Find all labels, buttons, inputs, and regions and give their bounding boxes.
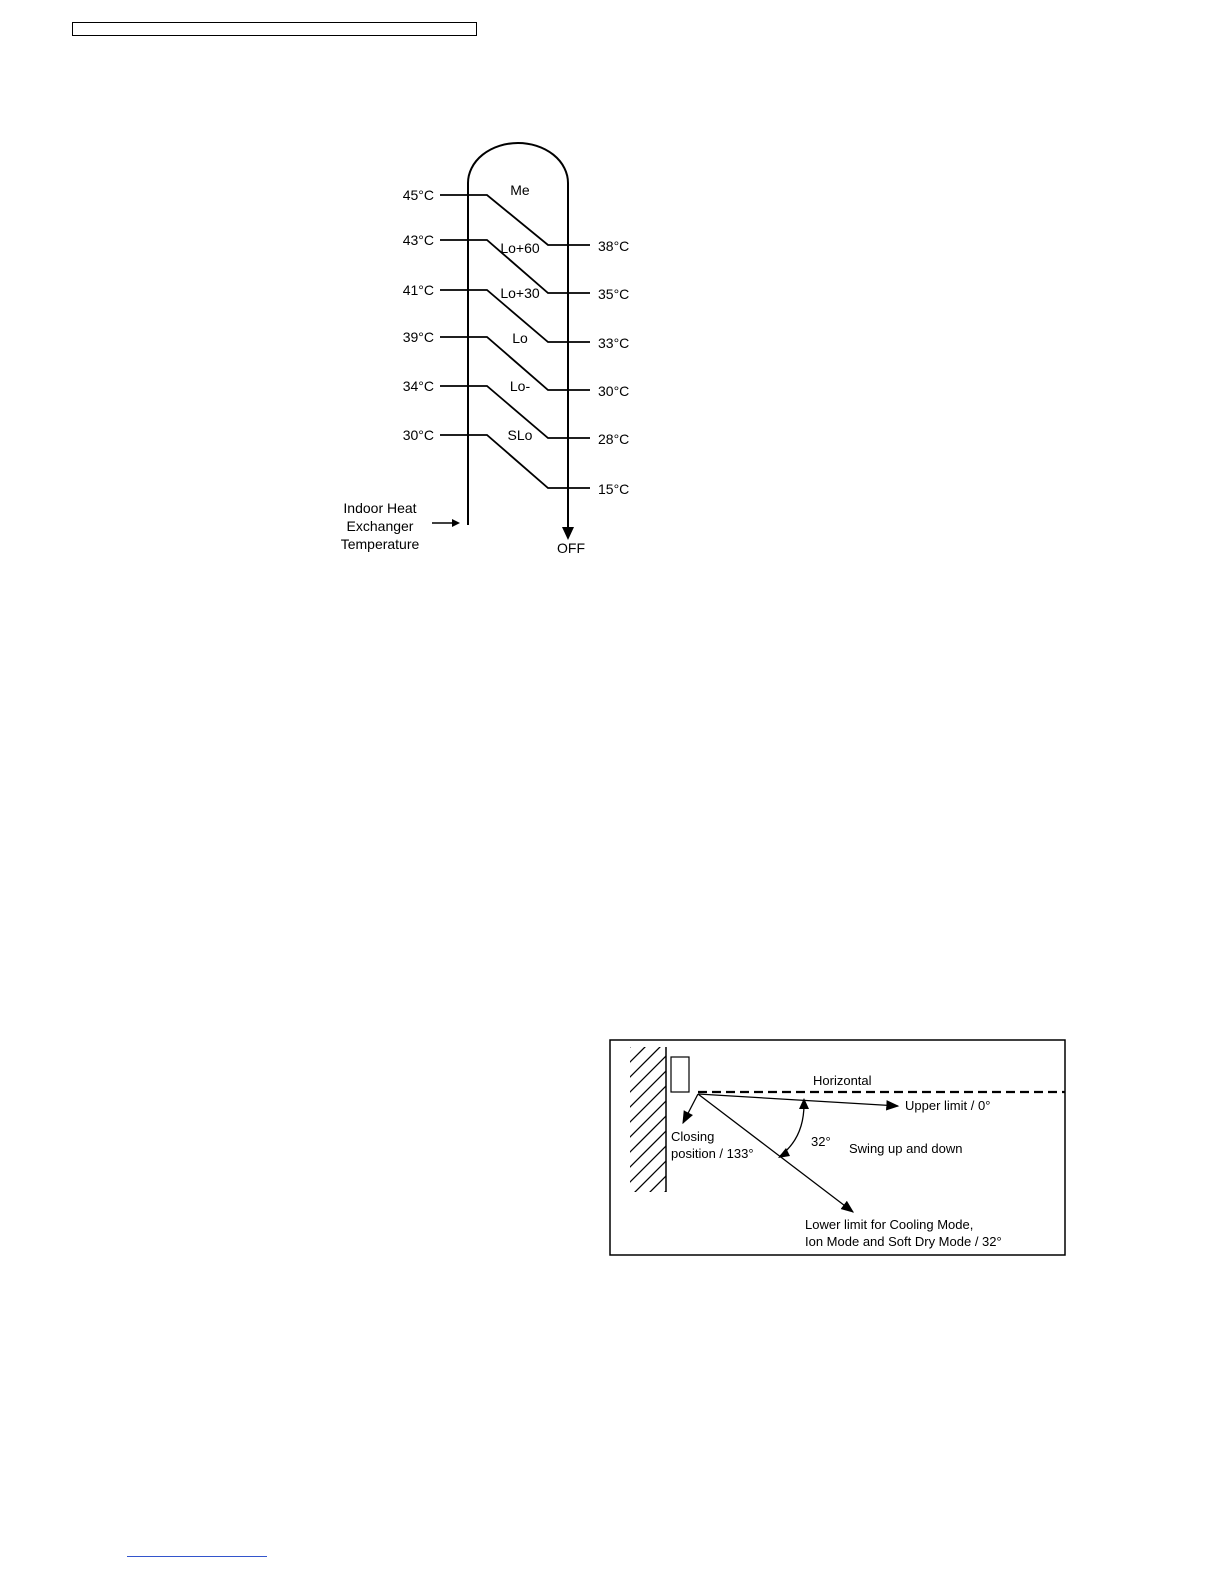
off-temp-label: 38°C xyxy=(598,238,630,254)
speed-label: Lo+60 xyxy=(500,240,540,256)
horizontal-label: Horizontal xyxy=(813,1073,872,1088)
off-temp-label: 35°C xyxy=(598,286,630,302)
closing-label-line-2: position / 133° xyxy=(671,1146,754,1161)
speed-label: Lo+30 xyxy=(500,285,540,301)
off-temp-label: 28°C xyxy=(598,431,630,447)
on-temp-label: 34°C xyxy=(402,378,434,394)
on-temp-label: 39°C xyxy=(402,329,434,345)
on-temp-label: 30°C xyxy=(402,427,434,443)
off-label: OFF xyxy=(557,540,585,556)
angle-label: 32° xyxy=(811,1134,831,1149)
indoor-unit xyxy=(671,1057,689,1092)
off-temp-label: 33°C xyxy=(598,335,630,351)
upper-limit-label: Upper limit / 0° xyxy=(905,1098,991,1113)
axis-label-line-3: Temperature xyxy=(340,536,420,552)
speed-label: Lo- xyxy=(509,378,531,394)
axis-label-line-1: Indoor Heat xyxy=(343,500,417,516)
off-temp-label: 30°C xyxy=(598,383,630,399)
on-temp-label: 45°C xyxy=(402,187,434,203)
closing-arrow xyxy=(683,1094,698,1123)
off-temp-label: 15°C xyxy=(598,481,630,497)
speed-label: SLo xyxy=(507,427,533,443)
swing-label: Swing up and down xyxy=(849,1141,963,1156)
upper-limit-arrow xyxy=(698,1094,898,1106)
footer-link-line xyxy=(127,1556,267,1557)
swing-arc xyxy=(780,1104,804,1156)
wall-hatch xyxy=(615,1037,685,1212)
lower-limit-line-1: Lower limit for Cooling Mode, xyxy=(805,1217,974,1232)
lower-limit-line-2: Ion Mode and Soft Dry Mode / 32° xyxy=(805,1234,1002,1249)
speed-label: Lo xyxy=(512,330,528,346)
on-temp-label: 43°C xyxy=(402,232,434,248)
on-temp-label: 41°C xyxy=(402,282,434,298)
speed-label: Me xyxy=(510,182,530,198)
axis-label-line-2: Exchanger xyxy=(346,518,414,534)
closing-label-line-1: Closing xyxy=(671,1129,715,1144)
